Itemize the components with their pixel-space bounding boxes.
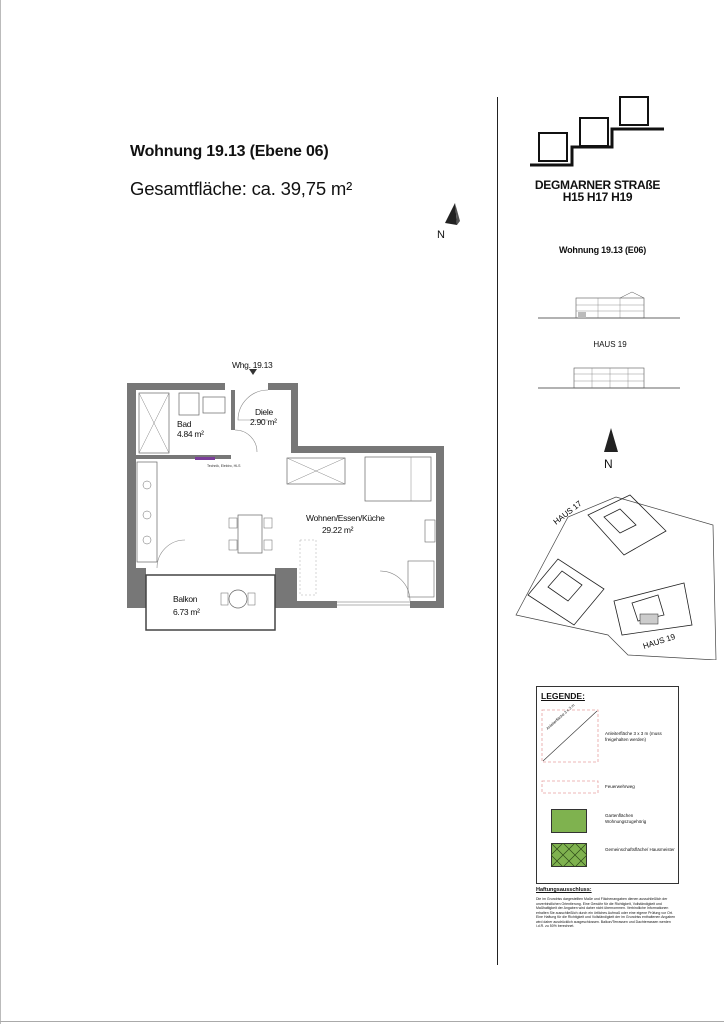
wall-diele-right xyxy=(291,383,298,453)
total-area: Gesamtfläche: ca. 39,75 m² xyxy=(130,178,353,199)
liability-block xyxy=(536,887,676,929)
page-edge-left xyxy=(0,0,1,1024)
room-area-balkon: 6.73 m² xyxy=(173,607,200,617)
room-area-living: 29.22 m² xyxy=(322,525,354,535)
wall-bottom-right xyxy=(410,601,444,608)
room-area-bad: 4.84 m² xyxy=(177,429,204,439)
legend-title: LEGENDE: xyxy=(541,691,585,701)
room-name-diele: Diele xyxy=(255,407,273,417)
site-plan xyxy=(508,475,718,660)
haus-19-label: HAUS 19 xyxy=(593,340,627,349)
room-name-balkon: Balkon xyxy=(173,594,198,604)
sofa xyxy=(365,457,431,501)
dining-table xyxy=(238,515,262,553)
legend-box xyxy=(536,686,679,884)
room-name-bad: Bad xyxy=(177,419,192,429)
garden-swatch xyxy=(551,809,587,833)
tech-note: Technik, Elektro, HLS xyxy=(207,464,241,468)
site-label-haus-17: HAUS 17 xyxy=(551,498,584,527)
street-line-2: H15 H17 H19 xyxy=(562,190,633,204)
kitchen-counter xyxy=(137,462,157,562)
wall-bath-right xyxy=(231,390,235,430)
room-area-diele: 2.90 m² xyxy=(250,417,277,427)
pipe-marker xyxy=(195,457,215,460)
wall-column-right xyxy=(275,568,297,608)
side-flat-label: Wohnung 19.13 (E06) xyxy=(558,245,647,255)
legend-garden-label: Gartenflächen Wohnungszugehörig xyxy=(605,813,647,824)
wall-bath-bottom xyxy=(136,455,231,459)
page-edge-bottom xyxy=(0,1021,724,1022)
north-label-side: N xyxy=(604,457,613,471)
column-divider xyxy=(497,97,498,965)
floor-plan-drawing xyxy=(125,355,445,635)
company-logo xyxy=(528,95,668,170)
elevation-drawing xyxy=(538,288,680,324)
north-label: N xyxy=(437,229,445,241)
liability-text: Die im Grundriss dargestellten Maße und Flächenangaben dienen ausschließlich der unverbindlichen Orientierung. Eine Gewähr für die Richtigkeit, Vollständigkeit und Maßhaltigkeit der Angaben wird daher nicht übernommen. Verbindliche Informationen erhalten Sie ausschließlich durch ein örtliches Aufmaß oder eine eigene Prüfung vor Ort. Eine Haftung für die Richtigkeit und Vollständigkeit der im Grundriss enthaltenen Angaben wird daher ausdrücklich ausgeschlossen. Balkon/Terrassen und Dachterrassen werden i.d.R. zu 50% berechnet. xyxy=(536,897,676,928)
ladder-area-box-text: Anleiterfläche 3 x 3 m xyxy=(545,703,576,731)
wall-living-top xyxy=(291,446,443,453)
floor-plan xyxy=(125,355,445,635)
fire-lane-swatch xyxy=(541,780,599,794)
ladder-area-swatch xyxy=(541,709,599,763)
wall-right xyxy=(436,446,444,608)
room-name-living: Wohnen/Essen/Küche xyxy=(306,513,385,523)
apartment-title: Wohnung 19.13 (Ebene 06) xyxy=(130,143,329,160)
balcony-outline xyxy=(146,575,275,630)
street-line-1: DEGMARNER STRAßE xyxy=(534,178,661,192)
toilet xyxy=(179,393,199,415)
legend-ladder-label: Anleiterfläche 3 x 3 m (muss freigehalten werden) xyxy=(605,731,662,742)
site-label-haus-19: HAUS 19 xyxy=(641,632,677,651)
street-heading xyxy=(510,179,685,203)
elevation-drawing-2 xyxy=(538,360,680,392)
wall-stub xyxy=(136,568,146,575)
entry-label: Whg. 19.13 xyxy=(232,360,273,370)
wall-bottom-mid xyxy=(291,601,337,608)
common-area-swatch xyxy=(551,843,587,867)
wall-top-left xyxy=(127,383,225,390)
legend-common-label: Gemeinschaftsfläche/ Hausmeister xyxy=(605,847,675,852)
sink xyxy=(203,397,225,413)
liability-title: Haftungsausschluss: xyxy=(536,887,592,893)
legend-fire-lane-label: Feuerwehrweg xyxy=(605,784,635,789)
